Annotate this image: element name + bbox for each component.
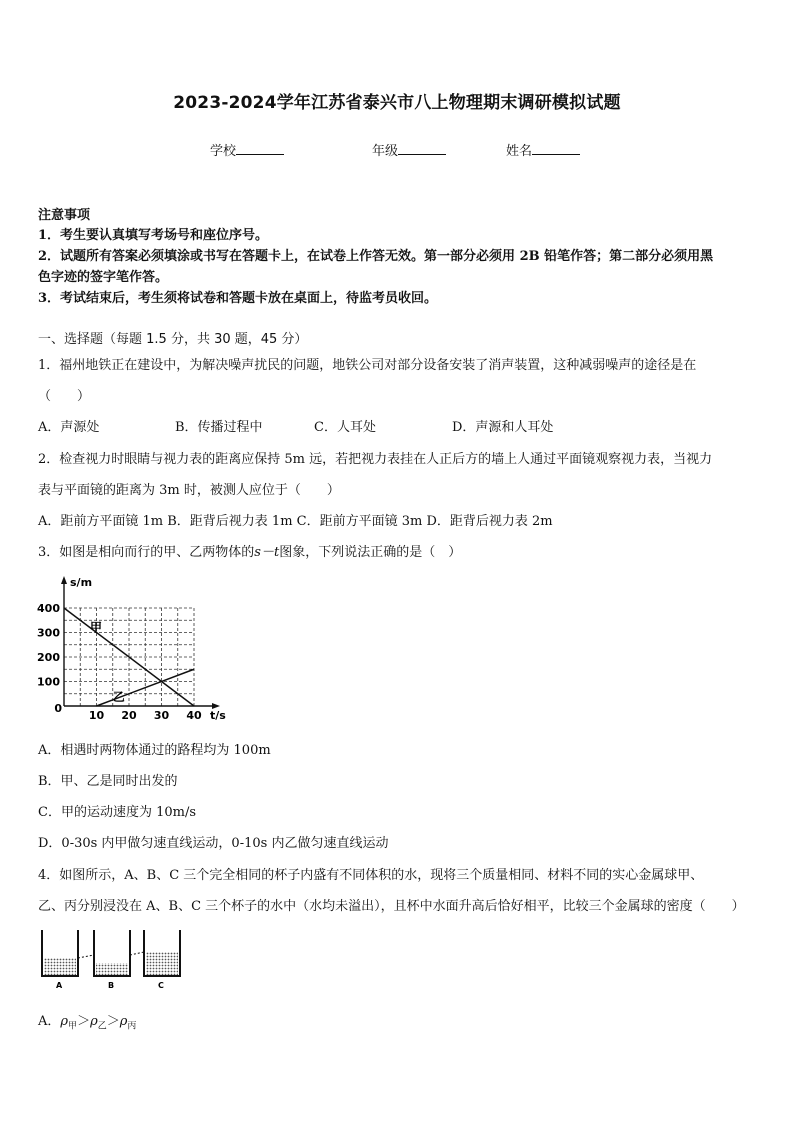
notice-item: 色字迹的签字笔作答。 [38,270,169,285]
grade-blank[interactable] [398,142,446,155]
cup-a [42,930,78,976]
notice-item: 1．考生要认真填写考场号和座位序号。 [38,228,269,243]
notice-item: 2．试题所有答案必须填涂或书写在答题卡上，在试卷上作答无效。第一部分必须用 2B 铅笔作答；第二部分必须用黑 [38,249,714,264]
st-graph [34,570,234,722]
series-label-yi: 乙 [112,690,125,705]
name-blank[interactable] [532,142,580,155]
q4-option-a[interactable] [38,1010,136,1032]
y-tick-label: 100 [37,675,60,689]
rho-symbol: ρ [119,1014,128,1029]
q3-stem-b: 图象，下列说法正确的是（ ） [279,545,462,560]
q2-stem: 2．检查视力时眼睛与视力表的距离应保持 5m 远，若把视力表挂在人正后方的墙上人通过平面镜观察视力表，当视力 [38,452,713,467]
grade-label: 年级 [372,144,399,159]
x-tick-label: 30 [153,709,170,722]
q1-stem-cont: （ ） [38,389,91,404]
q4-stem: 4．如图所示，A、B、C 三个完全相同的杯子内盛有不同体积的水，现将三个质量相同、材料不同的实心金属球甲、 [38,868,704,883]
grade-field[interactable] [372,140,446,159]
y-axis-label: s/m [70,576,93,589]
notice-heading: 注意事项 [38,208,91,223]
q4-option-a-prefix: A． [38,1014,61,1029]
rho-sub-bing: 丙 [127,1021,137,1032]
cup-label-b: B [108,981,115,990]
x-tick-label: 20 [121,709,137,722]
q2-options[interactable]: A．距前方平面镜 1m B．距背后视力表 1m C．距前方平面镜 3m D．距背后视力表 2m [38,514,553,529]
notice-item: 3．考试结束后，考生须将试卷和答题卡放在桌面上，待监考员收回。 [38,291,438,306]
rho-sub-yi: 乙 [97,1021,107,1032]
x-tick-label: 40 [186,709,202,722]
q1-option-c[interactable]: C．人耳处 [314,420,376,435]
gt-symbol: ＞ [106,1014,120,1029]
school-blank[interactable] [236,142,284,155]
series-label-jia: 甲 [90,620,103,635]
name-label: 姓名 [506,144,533,159]
school-label: 学校 [210,144,237,159]
cup-label-c: C [158,981,164,990]
x-axis-label: t/s [210,709,226,722]
q1-option-d[interactable]: D．声源和人耳处 [452,420,554,435]
y-tick-label: 400 [37,602,60,615]
cup-label-a: A [56,981,63,990]
school-field[interactable] [210,140,284,159]
q1-stem: 1．福州地铁正在建设中，为解决噪声扰民的问题，地铁公司对部分设备安装了消声装置，这种减弱噪声的途径是在 [38,358,697,373]
q4-stem-cont: 乙、丙分别浸没在 A、B、C 三个杯子的水中（水均未溢出），且杯中水面升高后恰好相平，比较三个金属球的密度（ ） [38,899,745,914]
q1-option-a[interactable]: A．声源处 [38,420,100,435]
cup-c [144,930,180,976]
q2-stem-cont: 表与平面镜的距离为 3m 时，被测人应位于（ ） [38,483,340,498]
q3-stem [38,541,461,560]
q3-option-d[interactable]: D．0-30s 内甲做匀速直线运动，0-10s 内乙做匀速直线运动 [38,836,389,851]
chart-labels [37,576,226,722]
section-heading: 一、选择题（每题 1.5 分，共 30 题，45 分） [38,332,308,347]
q3-stem-var: s－t [254,545,280,560]
q3-stem-a: 3．如图是相向而行的甲、乙两物体的 [38,545,255,560]
rho-sub-jia: 甲 [68,1021,78,1032]
q3-option-c[interactable]: C．甲的运动速度为 10m/s [38,805,196,820]
rho-symbol: ρ [90,1014,98,1029]
q1-option-b[interactable]: B．传播过程中 [175,420,263,435]
q3-option-b[interactable]: B．甲、乙是同时出发的 [38,774,178,789]
cup-b [94,930,130,976]
gt-symbol: ＞ [77,1014,91,1029]
cups-figure [38,928,188,990]
y-tick-label: 200 [37,651,60,664]
q3-option-a[interactable]: A．相遇时两物体通过的路程均为 100m [38,743,271,758]
y-tick-label: 300 [37,626,60,640]
origin-label: 0 [54,702,62,715]
y-axis-arrow [61,576,67,584]
x-tick-label: 10 [88,709,105,722]
name-field[interactable] [506,140,580,159]
page-title: 2023-2024学年江苏省泰兴市八上物理期末调研模拟试题 [173,93,621,113]
rho-symbol: ρ [60,1014,69,1029]
